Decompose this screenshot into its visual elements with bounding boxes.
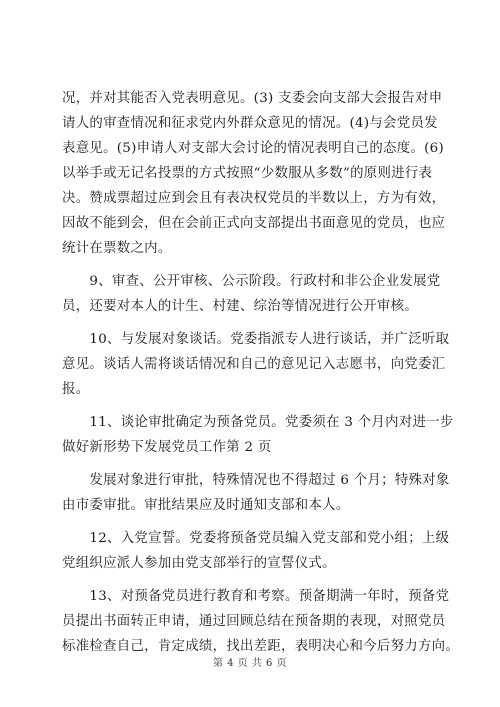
- text-line: 标准检查自己，肯定成绩，找出差距，表明决心和今后努力方向。: [62, 639, 460, 654]
- text-line: 统计在票数之内。: [62, 241, 172, 256]
- text-line: 发展对象进行审批，特殊情况也不得超过 6 个月；特殊对象: [62, 473, 450, 488]
- text-line: 以举手或无记名投票的方式按照“少数服从多数”的原则进行表: [62, 166, 433, 181]
- text-line: 由市委审批。审批结果应及时通知支部和本人。: [62, 498, 350, 513]
- text-line: 11、谈论审批确定为预备党员。党委须在 3 个月内对进一步: [62, 415, 454, 430]
- text-line: 员提出书面转正申请，通过回顾总结在预备期的表现，对照党员: [62, 614, 446, 629]
- text-line: 决。赞成票超过应到会且有表决权党员的半数以上，方为有效，: [62, 191, 446, 206]
- text-line: 报。: [62, 382, 90, 397]
- text-line: 党组织应派人参加由党支部举行的宣誓仪式。: [62, 556, 336, 571]
- page-number-footer: 第 4 页 共 6 页: [212, 658, 288, 669]
- text-line: 做好新形势下发展党员工作第 2 页: [62, 440, 272, 455]
- text-line: 9、审查、公开审核、公示阶段。行政村和非公企业发展党: [62, 274, 441, 289]
- text-line: 表意见。(5)申请人对支部大会讨论的情况表明自己的态度。(6): [62, 141, 444, 156]
- text-line: 因故不能到会，但在会前正式向支部提出书面意见的党员，也应: [62, 216, 446, 231]
- text-line: 况，并对其能否入党表明意见。(3) 支委会向支部大会报告对申: [62, 91, 443, 106]
- text-line: 10、与发展对象谈话。党委指派专人进行谈话，并广泛听取: [62, 332, 450, 347]
- text-line: 请人的审查情况和征求党内外群众意见的情况。(4)与会党员发: [62, 116, 438, 131]
- text-line: 13、对预备党员进行教育和考察。预备期满一年时，预备党: [62, 589, 450, 604]
- text-line: 意见。谈话人需将谈话情况和自己的意见记入志愿书，向党委汇: [62, 357, 446, 372]
- document-body: [62, 86, 460, 659]
- text-line: 12、入党宣誓。党委将预备党员编入党支部和党小组；上级: [62, 531, 450, 546]
- text-line: 员，还要对本人的计生、村建、综治等情况进行公开审核。: [62, 299, 418, 314]
